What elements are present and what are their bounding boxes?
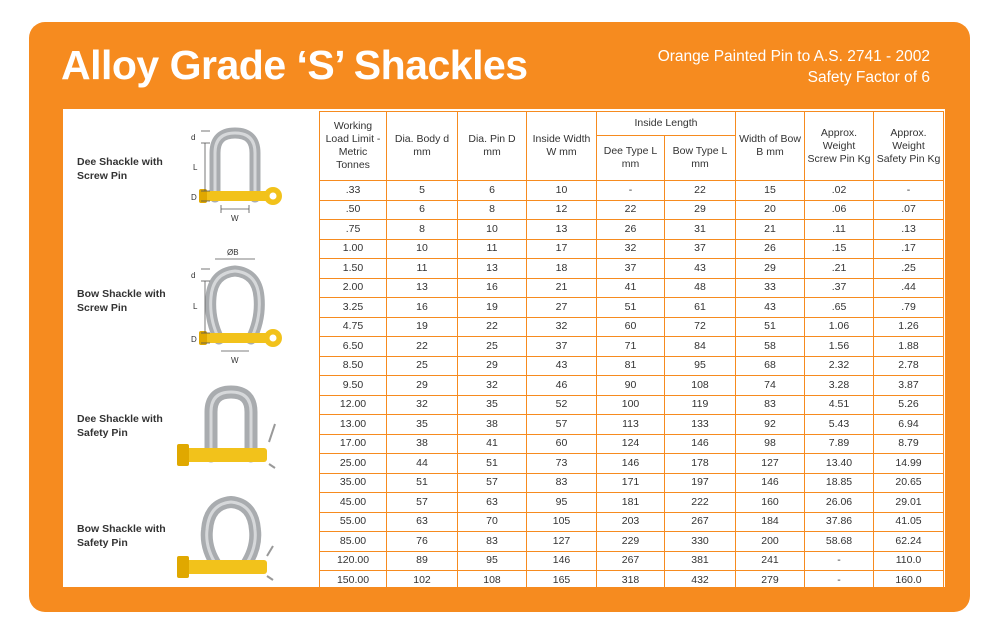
table-cell: 63 [458, 493, 527, 513]
page-title: Alloy Grade ‘S’ Shackles [61, 42, 528, 88]
table-cell: 29 [736, 259, 805, 279]
table-row [320, 395, 944, 415]
table-row [320, 181, 944, 201]
header-bow-type: Bow Type L mm [665, 136, 736, 181]
table-cell: 22 [665, 181, 736, 201]
table-row [320, 571, 944, 591]
table-cell: 146 [527, 551, 597, 571]
table-cell: 22 [387, 337, 458, 357]
table-cell: 90 [597, 376, 665, 396]
header-dia-pin: Dia. Pin D mm [458, 112, 527, 181]
table-cell: 181 [597, 493, 665, 513]
table-cell: 98 [736, 434, 805, 454]
table-cell: 17 [527, 239, 597, 259]
table-cell: 8.79 [874, 434, 944, 454]
table-cell: 178 [665, 454, 736, 474]
table-cell: .37 [805, 278, 874, 298]
table-cell: 2.00 [320, 278, 387, 298]
shackle-type-dee-safety [63, 374, 319, 474]
table-cell: 5.43 [805, 415, 874, 435]
table-cell: .44 [874, 278, 944, 298]
shackle-label: Dee Shackle with Screw Pin [77, 156, 163, 182]
dee-safety-pin-shackle-icon [163, 384, 293, 479]
table-cell: 26 [597, 220, 665, 240]
dim-label: ØB [227, 248, 239, 257]
table-cell: .25 [874, 259, 944, 279]
header-inside-width: Inside Width W mm [527, 112, 597, 181]
table-cell: 95 [458, 551, 527, 571]
shackle-types-column [63, 109, 319, 587]
table-cell: 1.88 [874, 337, 944, 357]
shackle-type-dee-screw [63, 119, 319, 229]
table-cell: 108 [665, 376, 736, 396]
table-row [320, 532, 944, 552]
header-weight-safety-pin: Approx. Weight Safety Pin Kg [874, 112, 944, 181]
table-cell: 51 [458, 454, 527, 474]
table-cell: 19 [458, 298, 527, 318]
table-cell: 63 [387, 512, 458, 532]
table-cell: 381 [665, 551, 736, 571]
table-cell: 146 [597, 454, 665, 474]
table-cell: 45.00 [320, 493, 387, 513]
table-cell: 37 [597, 259, 665, 279]
table-cell: 41 [597, 278, 665, 298]
table-cell: 35.00 [320, 473, 387, 493]
table-cell: 21 [527, 278, 597, 298]
table-cell: 8 [387, 220, 458, 240]
table-cell: 89 [387, 551, 458, 571]
header-width-of-bow: Width of Bow B mm [736, 112, 805, 181]
table-row [320, 220, 944, 240]
table-cell: 100 [597, 395, 665, 415]
table-cell: 32 [597, 239, 665, 259]
table-cell: 51 [387, 473, 458, 493]
table-cell: 95 [665, 356, 736, 376]
safety-factor-note: Safety Factor of 6 [807, 69, 930, 86]
dim-label: d [191, 271, 196, 280]
table-cell: 32 [527, 317, 597, 337]
shackle-label: Dee Shackle with Safety Pin [77, 413, 163, 439]
table-cell: 267 [665, 512, 736, 532]
dim-label: D [191, 193, 197, 202]
subtitle [658, 46, 930, 88]
table-cell: 15 [736, 181, 805, 201]
table-cell: 330 [665, 532, 736, 552]
table-cell: 41 [458, 434, 527, 454]
table-cell: 113 [597, 415, 665, 435]
table-cell: 9.50 [320, 376, 387, 396]
table-cell: 37 [665, 239, 736, 259]
table-cell: 25 [387, 356, 458, 376]
table-cell: 120.00 [320, 551, 387, 571]
table-cell: 27 [527, 298, 597, 318]
table-cell: 127 [736, 454, 805, 474]
table-cell: 6.50 [320, 337, 387, 357]
table-cell: 102 [387, 571, 458, 591]
table-cell: - [805, 571, 874, 591]
table-cell: .75 [320, 220, 387, 240]
table-cell: 51 [597, 298, 665, 318]
table-cell: 20.65 [874, 473, 944, 493]
table-cell: 12 [527, 200, 597, 220]
shackle-label: Bow Shackle with Safety Pin [77, 523, 166, 549]
table-cell: 11 [387, 259, 458, 279]
table-cell: 146 [665, 434, 736, 454]
table-row [320, 356, 944, 376]
table-cell: .07 [874, 200, 944, 220]
table-cell: 29 [458, 356, 527, 376]
table-row [320, 415, 944, 435]
table-cell: .17 [874, 239, 944, 259]
dim-label: W [231, 214, 239, 223]
table-cell: 37 [527, 337, 597, 357]
table-cell: 1.26 [874, 317, 944, 337]
table-cell: - [874, 181, 944, 201]
table-cell: 31 [665, 220, 736, 240]
table-cell: 2.78 [874, 356, 944, 376]
table-cell: 83 [458, 532, 527, 552]
table-cell: .79 [874, 298, 944, 318]
table-cell: 58.68 [805, 532, 874, 552]
table-cell: 17.00 [320, 434, 387, 454]
table-cell: 21 [736, 220, 805, 240]
table-cell: 92 [736, 415, 805, 435]
table-cell: 8.50 [320, 356, 387, 376]
table-cell: .15 [805, 239, 874, 259]
table-cell: 14.99 [874, 454, 944, 474]
table-cell: 5.26 [874, 395, 944, 415]
table-cell: 68 [736, 356, 805, 376]
table-cell: 18.85 [805, 473, 874, 493]
table-cell: .65 [805, 298, 874, 318]
table-cell: 83 [736, 395, 805, 415]
table-cell: 95 [527, 493, 597, 513]
table-cell: 13 [387, 278, 458, 298]
table-cell: 222 [665, 493, 736, 513]
table-cell: 32 [387, 395, 458, 415]
table-cell: 3.25 [320, 298, 387, 318]
table-row [320, 259, 944, 279]
table-cell: 57 [458, 473, 527, 493]
table-cell: 57 [527, 415, 597, 435]
dim-label: d [191, 133, 196, 142]
table-cell: 55.00 [320, 512, 387, 532]
table-cell: 4.51 [805, 395, 874, 415]
table-cell: 12.00 [320, 395, 387, 415]
table-cell: 279 [736, 571, 805, 591]
table-cell: 241 [736, 551, 805, 571]
table-cell: .33 [320, 181, 387, 201]
table-cell: 16 [458, 278, 527, 298]
dim-label: W [231, 356, 239, 365]
table-row [320, 551, 944, 571]
table-cell: 48 [665, 278, 736, 298]
table-cell: 13.00 [320, 415, 387, 435]
table-cell: 35 [387, 415, 458, 435]
table-cell: 25.00 [320, 454, 387, 474]
table-cell: 43 [736, 298, 805, 318]
table-cell: 7.89 [805, 434, 874, 454]
table-cell: 160 [736, 493, 805, 513]
table-cell: .06 [805, 200, 874, 220]
table-cell: 8 [458, 200, 527, 220]
table-cell: 6.94 [874, 415, 944, 435]
table-cell: 43 [665, 259, 736, 279]
table-cell: 110.0 [874, 551, 944, 571]
table-cell: 197 [665, 473, 736, 493]
table-cell: 267 [597, 551, 665, 571]
header-dee-type: Dee Type L mm [597, 136, 665, 181]
table-cell: 81 [597, 356, 665, 376]
table-cell: 6 [458, 181, 527, 201]
table-cell: 29 [665, 200, 736, 220]
table-cell: 85.00 [320, 532, 387, 552]
header-dia-body: Dia. Body d mm [387, 112, 458, 181]
table-cell: 46 [527, 376, 597, 396]
table-cell: 200 [736, 532, 805, 552]
table-cell: 51 [736, 317, 805, 337]
table-row [320, 473, 944, 493]
table-cell: 84 [665, 337, 736, 357]
table-cell: 71 [597, 337, 665, 357]
table-cell: 74 [736, 376, 805, 396]
table-row [320, 317, 944, 337]
specification-table [319, 111, 944, 591]
table-cell: 203 [597, 512, 665, 532]
table-cell: 73 [527, 454, 597, 474]
table-cell: 1.56 [805, 337, 874, 357]
table-cell: 18 [527, 259, 597, 279]
table-cell: 38 [458, 415, 527, 435]
table-cell: 13.40 [805, 454, 874, 474]
table-cell: 5 [387, 181, 458, 201]
table-cell: 25 [458, 337, 527, 357]
content-panel [63, 109, 945, 587]
table-cell: - [597, 181, 665, 201]
table-cell: 70 [458, 512, 527, 532]
table-row [320, 376, 944, 396]
table-cell: 41.05 [874, 512, 944, 532]
table-cell: 22 [458, 317, 527, 337]
table-row [320, 278, 944, 298]
table-cell: 4.75 [320, 317, 387, 337]
table-cell: 2.32 [805, 356, 874, 376]
table-cell: 72 [665, 317, 736, 337]
table-cell: 3.28 [805, 376, 874, 396]
bow-safety-pin-shackle-icon [163, 494, 293, 589]
table-cell: .50 [320, 200, 387, 220]
table-cell: 1.00 [320, 239, 387, 259]
shackle-label: Bow Shackle with Screw Pin [77, 288, 166, 314]
table-row [320, 512, 944, 532]
table-cell: 105 [527, 512, 597, 532]
dim-label: L [193, 163, 198, 172]
dee-screw-pin-shackle-icon [163, 125, 293, 225]
table-cell: 1.06 [805, 317, 874, 337]
table-cell: 184 [736, 512, 805, 532]
table-row [320, 200, 944, 220]
table-row [320, 298, 944, 318]
table-cell: 13 [527, 220, 597, 240]
table-cell: 6 [387, 200, 458, 220]
table-cell: 83 [527, 473, 597, 493]
table-cell: 60 [527, 434, 597, 454]
table-cell: 1.50 [320, 259, 387, 279]
table-cell: 171 [597, 473, 665, 493]
table-cell: 35 [458, 395, 527, 415]
table-cell: 37.86 [805, 512, 874, 532]
table-cell: .02 [805, 181, 874, 201]
dim-label: L [193, 302, 198, 311]
table-cell: .13 [874, 220, 944, 240]
table-row [320, 239, 944, 259]
table-cell: 58 [736, 337, 805, 357]
table-cell: 57 [387, 493, 458, 513]
table-cell: 150.00 [320, 571, 387, 591]
standard-note: Orange Painted Pin to A.S. 2741 - 2002 [657, 48, 930, 65]
table-cell: 119 [665, 395, 736, 415]
table-cell: 318 [597, 571, 665, 591]
table-cell: 29.01 [874, 493, 944, 513]
table-cell: .21 [805, 259, 874, 279]
table-cell: 124 [597, 434, 665, 454]
table-cell: .11 [805, 220, 874, 240]
dim-label: D [191, 335, 197, 344]
table-cell: 133 [665, 415, 736, 435]
table-cell: 19 [387, 317, 458, 337]
table-cell: 10 [527, 181, 597, 201]
shackle-type-bow-safety [63, 484, 319, 584]
table-cell: 10 [458, 220, 527, 240]
table-cell: 165 [527, 571, 597, 591]
table-cell: 108 [458, 571, 527, 591]
table-cell: 20 [736, 200, 805, 220]
table-row [320, 454, 944, 474]
table-cell: 29 [387, 376, 458, 396]
shackle-type-bow-screw [63, 239, 319, 369]
table-row [320, 434, 944, 454]
table-cell: 11 [458, 239, 527, 259]
table-cell: 146 [736, 473, 805, 493]
table-cell: 62.24 [874, 532, 944, 552]
table-cell: 61 [665, 298, 736, 318]
table-cell: 160.0 [874, 571, 944, 591]
table-cell: 26 [736, 239, 805, 259]
table-cell: 127 [527, 532, 597, 552]
table-body [320, 181, 944, 591]
table-cell: 229 [597, 532, 665, 552]
table-cell: 10 [387, 239, 458, 259]
table-cell: 38 [387, 434, 458, 454]
table-row [320, 493, 944, 513]
table-cell: 32 [458, 376, 527, 396]
table-cell: 3.87 [874, 376, 944, 396]
table-cell: 52 [527, 395, 597, 415]
table-cell: 43 [527, 356, 597, 376]
table-row [320, 337, 944, 357]
spec-card [29, 22, 970, 612]
header-inside-length: Inside Length [597, 112, 736, 136]
header-weight-screw-pin: Approx. Weight Screw Pin Kg [805, 112, 874, 181]
table-cell: 13 [458, 259, 527, 279]
table-cell: 44 [387, 454, 458, 474]
table-cell: 76 [387, 532, 458, 552]
table-cell: 60 [597, 317, 665, 337]
table-cell: 16 [387, 298, 458, 318]
table-cell: 26.06 [805, 493, 874, 513]
header-wll: Working Load Limit - Metric Tonnes [320, 112, 387, 181]
bow-screw-pin-shackle-icon [163, 239, 293, 369]
table-cell: 33 [736, 278, 805, 298]
table-cell: 432 [665, 571, 736, 591]
table-cell: - [805, 551, 874, 571]
table-cell: 22 [597, 200, 665, 220]
